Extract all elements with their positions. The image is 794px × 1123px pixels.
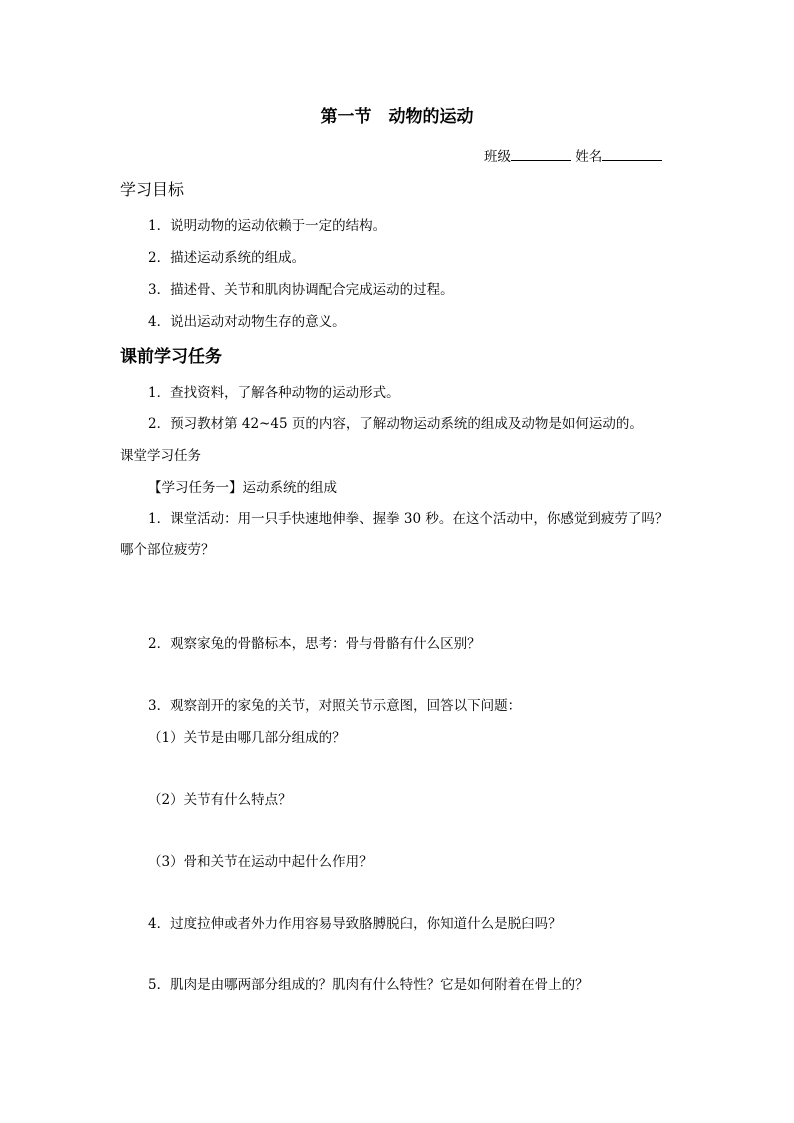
objective-item: 3．描述骨、关节和肌肉协调配合完成运动的过程。 [148, 282, 454, 298]
pre-class-heading: 课前学习任务 [120, 347, 222, 367]
pre-class-item: 1．查找资料，了解各种动物的运动形式。 [148, 385, 400, 401]
objective-item: 2．描述运动系统的组成。 [148, 250, 306, 266]
class-name-field [484, 146, 662, 166]
question-1-line1: 1．课堂活动：用一只手快速地伸拳、握拳 30 秒。在这个活动中，你感觉到疲劳了吗？ [148, 511, 669, 527]
question-3-sub: （1）关节是由哪几部分组成的？ [148, 730, 346, 746]
page-title: 第一节 动物的运动 [320, 107, 474, 127]
question-5: 5．肌肉是由哪两部分组成的？肌肉有什么特性？它是如何附着在骨上的？ [148, 977, 589, 993]
objective-item: 4．说出运动对动物生存的意义。 [148, 314, 346, 330]
name-label: 姓名 [575, 149, 603, 165]
class-label: 班级 [484, 149, 511, 165]
in-class-heading: 课堂学习任务 [120, 448, 201, 464]
objectives-heading: 学习目标 [120, 180, 185, 199]
objective-item: 1．说明动物的运动依赖于一定的结构。 [148, 218, 387, 234]
pre-class-item: 2．预习教材第 42~45 页的内容，了解动物运动系统的组成及动物是如何运动的。 [148, 416, 643, 432]
question-4: 4．过度拉伸或者外力作用容易导致胳膊脱臼，你知道什么是脱臼吗？ [148, 916, 562, 932]
question-3: 3．观察剖开的家兔的关节，对照关节示意图，回答以下问题： [148, 698, 522, 714]
question-1-line2: 哪个部位疲劳？ [120, 542, 215, 558]
task1-title: 【学习任务一】运动系统的组成 [148, 480, 337, 496]
class-blank [511, 146, 571, 161]
question-3-sub: （3）骨和关节在运动中起什么作用？ [148, 854, 373, 870]
question-3-sub: （2）关节有什么特点？ [148, 792, 292, 808]
question-2: 2．观察家兔的骨骼标本，思考：骨与骨骼有什么区别？ [148, 636, 481, 652]
name-blank [602, 146, 662, 161]
